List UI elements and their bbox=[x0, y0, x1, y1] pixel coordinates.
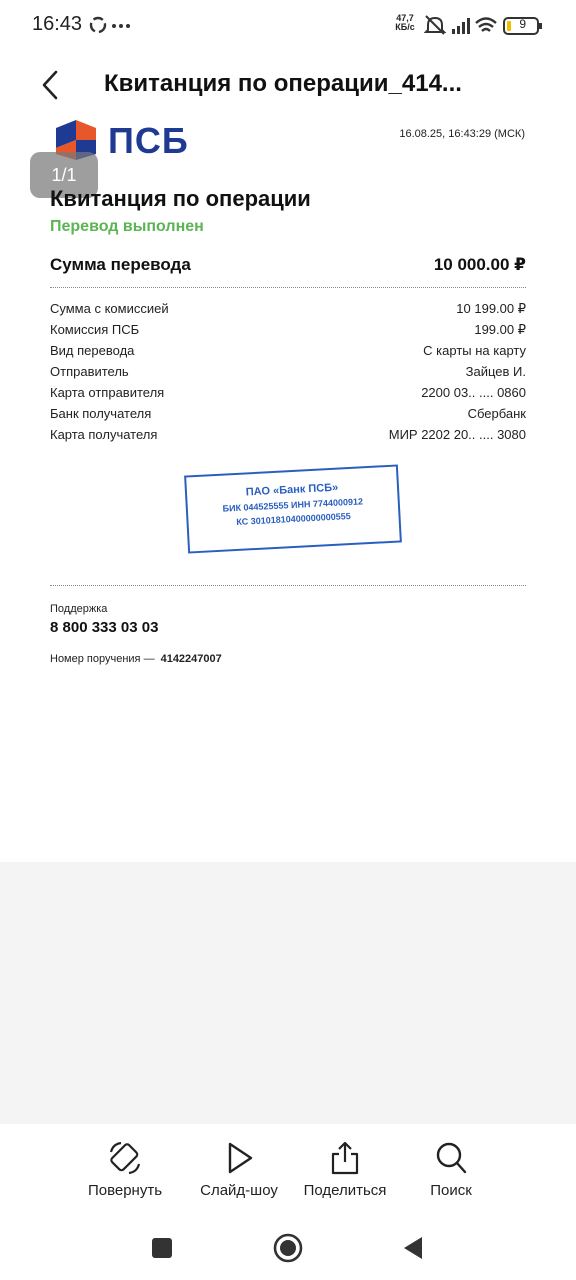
detail-value: МИР 2202 20.. .... 3080 bbox=[388, 427, 526, 442]
mute-icon bbox=[426, 16, 444, 34]
share-icon bbox=[327, 1140, 363, 1176]
details-list bbox=[50, 299, 526, 446]
sum-label: Сумма перевода bbox=[50, 255, 191, 274]
status-time: 16:43 bbox=[32, 13, 83, 35]
bank-stamp bbox=[184, 464, 402, 553]
detail-row bbox=[50, 404, 526, 425]
detail-row bbox=[50, 425, 526, 446]
detail-value: 199.00 ₽ bbox=[474, 322, 526, 337]
home-circle-icon bbox=[270, 1230, 306, 1266]
order-number: 4142247007 bbox=[160, 653, 222, 665]
home-button[interactable] bbox=[270, 1230, 306, 1266]
battery-level: 9 bbox=[519, 17, 526, 31]
navigation-bar bbox=[0, 1212, 576, 1280]
signal-icon bbox=[452, 18, 470, 34]
detail-value: Зайцев И. bbox=[465, 364, 526, 379]
net-speed bbox=[392, 14, 418, 32]
order-number-row bbox=[50, 653, 222, 665]
detail-label: Банк получателя bbox=[50, 406, 152, 421]
rotate-icon bbox=[107, 1140, 143, 1176]
detail-row bbox=[50, 383, 526, 404]
divider bbox=[50, 585, 526, 586]
title-bar bbox=[0, 52, 576, 118]
search-label: Поиск bbox=[430, 1182, 472, 1199]
rotate-button[interactable] bbox=[70, 1140, 180, 1199]
stamp-ks: КС 30101810400000000555 bbox=[236, 510, 351, 527]
receipt-document bbox=[0, 118, 576, 862]
divider bbox=[50, 287, 526, 288]
detail-value: 2200 03.. .... 0860 bbox=[421, 385, 526, 400]
detail-value: С карты на карту bbox=[423, 343, 526, 358]
detail-label: Вид перевода bbox=[50, 343, 135, 358]
receipt-heading: Квитанция по операции bbox=[50, 186, 311, 211]
detail-label: Отправитель bbox=[50, 364, 129, 379]
rotate-label: Повернуть bbox=[87, 1182, 163, 1199]
nav-back-button[interactable] bbox=[396, 1230, 432, 1266]
support-label: Поддержка bbox=[50, 603, 108, 615]
bottom-toolbar bbox=[0, 1124, 576, 1212]
psb-logo-text: ПСБ bbox=[108, 120, 189, 161]
detail-label: Комиссия ПСБ bbox=[50, 322, 140, 337]
recents-button[interactable] bbox=[144, 1230, 180, 1266]
detail-row bbox=[50, 362, 526, 383]
detail-label: Карта получателя bbox=[50, 427, 158, 442]
page-title: Квитанция по операции_414... bbox=[104, 70, 462, 97]
page-counter: 1/1 bbox=[30, 152, 98, 198]
wifi-icon bbox=[476, 19, 496, 32]
detail-value: Сбербанк bbox=[467, 406, 526, 421]
support-phone: 8 800 333 03 03 bbox=[50, 619, 159, 636]
search-icon bbox=[433, 1140, 469, 1176]
net-speed-unit: КБ/с bbox=[395, 22, 415, 32]
stamp-bik-inn: БИК 044525555 ИНН 7744000912 bbox=[222, 496, 364, 514]
slideshow-label: Слайд-шоу bbox=[200, 1182, 278, 1199]
transfer-status: Перевод выполнен bbox=[50, 218, 204, 235]
search-button[interactable] bbox=[396, 1140, 506, 1199]
detail-value: 10 199.00 ₽ bbox=[456, 301, 526, 316]
order-label: Номер поручения — bbox=[50, 653, 155, 665]
back-arrow-icon bbox=[36, 68, 68, 102]
slideshow-button[interactable] bbox=[184, 1140, 294, 1199]
sum-value: 10 000.00 ₽ bbox=[433, 255, 526, 274]
play-icon bbox=[221, 1140, 257, 1176]
sync-icon bbox=[88, 14, 138, 38]
detail-row bbox=[50, 341, 526, 362]
status-bar bbox=[0, 0, 576, 52]
detail-row bbox=[50, 320, 526, 341]
notification-icons bbox=[88, 14, 138, 43]
back-button[interactable] bbox=[36, 68, 68, 102]
detail-label: Сумма с комиссией bbox=[50, 301, 169, 316]
share-label: Поделиться bbox=[303, 1182, 387, 1199]
detail-row bbox=[50, 299, 526, 320]
detail-label: Карта отправителя bbox=[50, 385, 165, 400]
triangle-back-icon bbox=[396, 1230, 432, 1266]
share-button[interactable] bbox=[290, 1140, 400, 1199]
viewer-background bbox=[0, 862, 576, 1124]
receipt-date: 16.08.25, 16:43:29 (МСК) bbox=[399, 128, 525, 140]
stamp-bank-name: ПАО «Банк ПСБ» bbox=[245, 481, 339, 499]
status-right-icons bbox=[424, 14, 548, 38]
net-speed-value: 47,7 bbox=[396, 13, 414, 23]
square-icon bbox=[144, 1230, 180, 1266]
